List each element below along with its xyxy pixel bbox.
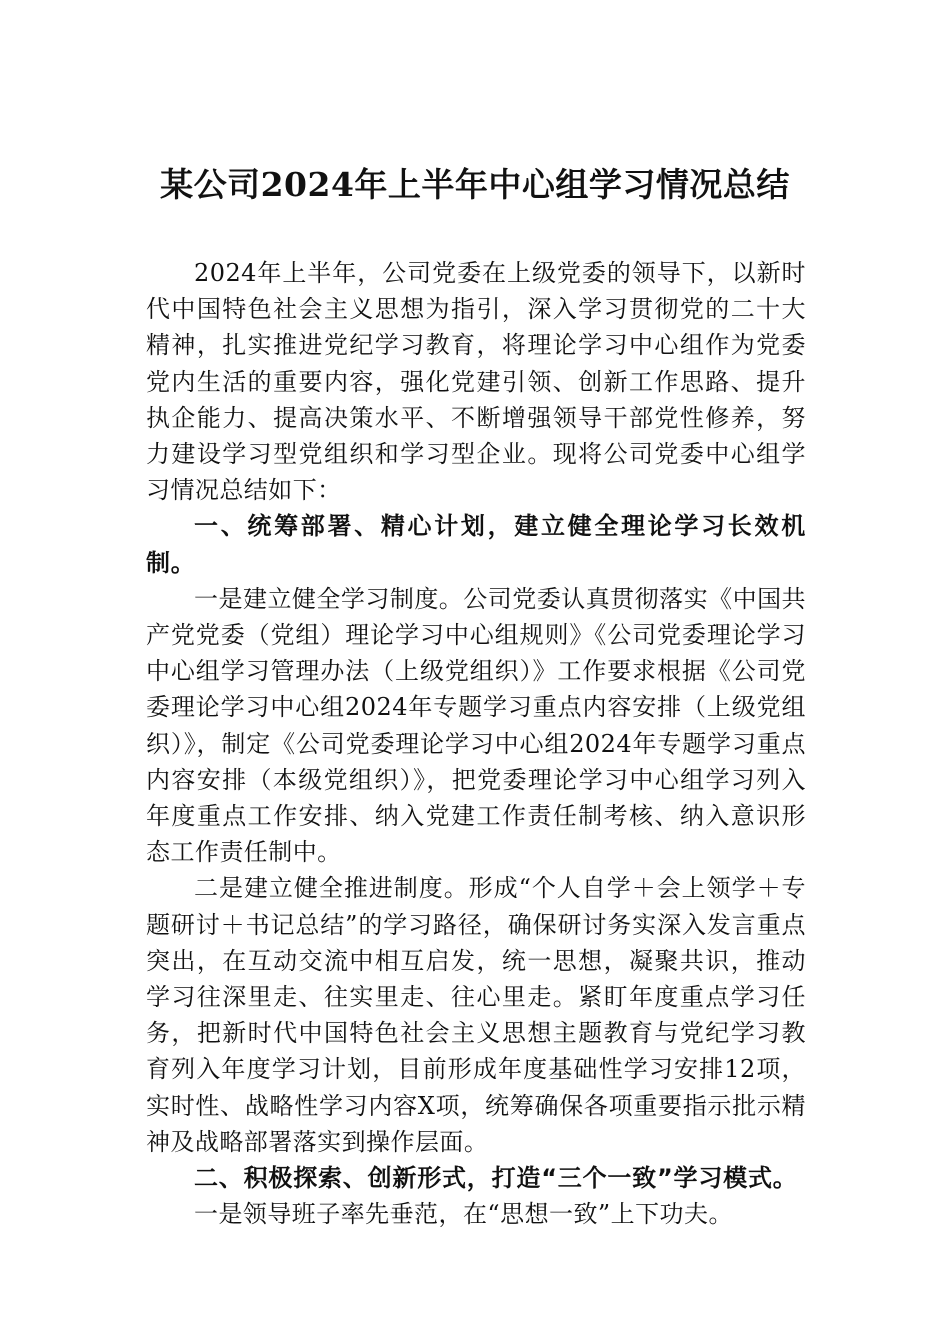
section-heading-1: 一、统筹部署、精心计划，建立健全理论学习长效机制。 xyxy=(146,512,806,577)
body-paragraph-study-system: 一是建立健全学习制度。公司党委认真贯彻落实《中国共产党党委（党组）理论学习中心组规则》《公司党委理论学习中心组学习管理办法（上级党组织）》工作要求根据《公司党委理论学习中心组2024年专题学习重点内容安排（上级党组织）》，制定《公司党委理论学习中心组2024年专题学习重点内容安排（本级党组织）》，把党委理论学习中心组学习列入年度重点工作安排、纳入党建工作责任制考核、纳入意识形态工作责任制中。 xyxy=(146,584,806,867)
section-heading-2: 二、积极探索、创新形式，打造“三个一致”学习模式。 xyxy=(194,1164,798,1193)
document-body xyxy=(146,255,806,1232)
intro-paragraph: 2024年上半年，公司党委在上级党委的领导下，以新时代中国特色社会主义思想为指引，深入学习贯彻党的二十大精神，扎实推进党纪学习教育，将理论学习中心组作为党委党内生活的重要内容，强化党建引领、创新工作思路、提升执企能力、提高决策水平、不断增强领导干部党性修养，努力建设学习型党组织和学习型企业。现将公司党委中心组学习情况总结如下： xyxy=(146,259,806,505)
body-paragraph-promotion-system: 二是建立健全推进制度。形成“个人自学＋会上领学＋专题研讨＋书记总结”的学习路径，确保研讨务实深入发言重点突出，在互动交流中相互启发，统一思想，凝聚共识，推动学习往深里走、往实里走、往心里走。紧盯年度重点学习任务，把新时代中国特色社会主义思想主题教育与党纪学习教育列入年度学习计划，目前形成年度基础性学习安排12项，实时性、战略性学习内容X项，统筹确保各项重要指示批示精神及战略部署落实到操作层面。 xyxy=(146,874,806,1156)
body-paragraph-leadership: 一是领导班子率先垂范，在“思想一致”上下功夫。 xyxy=(194,1200,733,1229)
document-title: 某公司2024年上半年中心组学习情况总结 xyxy=(160,165,790,204)
